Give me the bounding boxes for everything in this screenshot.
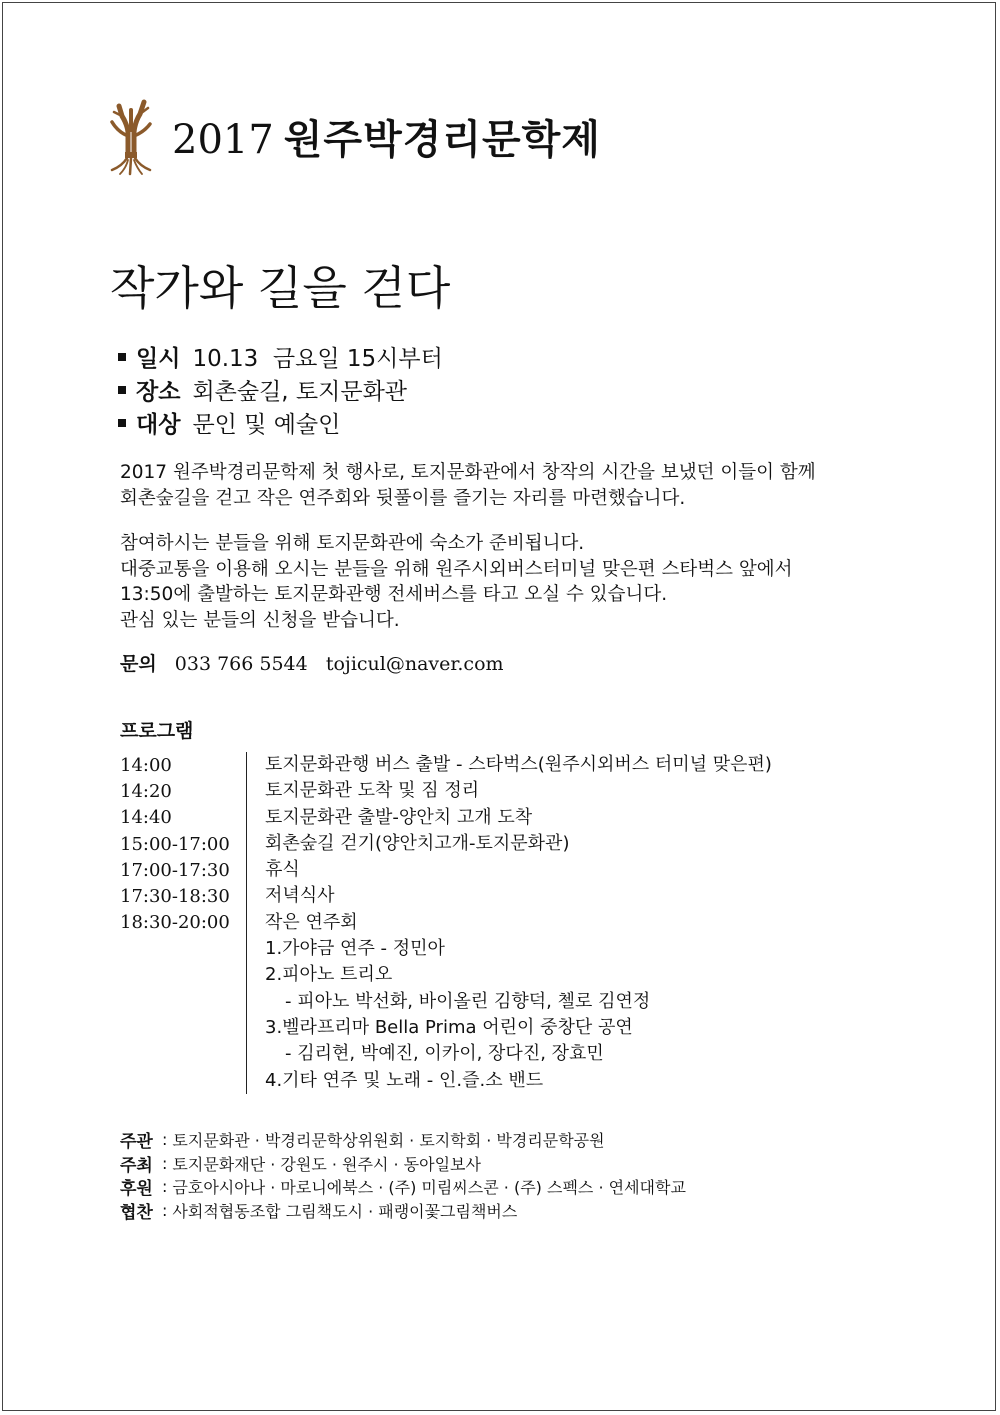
para-line: 회촌숲길을 걷고 작은 연주회와 뒷풀이를 즐기는 자리를 마련했습니다. (120, 487, 686, 509)
program-row (120, 1041, 772, 1067)
para-line: 대중교통을 이용해 오시는 분들을 위해 원주시외버스터미널 맞은편 스타벅스 앞에서 (120, 558, 793, 580)
main-title: 작가와 길을 걷다 (110, 261, 451, 315)
program-time: 14:20 (120, 780, 172, 802)
program-row (120, 805, 772, 831)
festival-title (172, 108, 601, 165)
credit-separator: : (156, 1153, 173, 1173)
program-desc: - 김리현, 박예진, 이카이, 장다진, 장효민 (246, 1041, 604, 1067)
info-row-place (118, 373, 443, 406)
program-row (120, 989, 772, 1015)
program-time: 18:30-20:00 (120, 912, 230, 934)
contact-phone: 033 766 5544 (174, 653, 308, 675)
para-line: 참여하시는 분들을 위해 토지문화관에 숙소가 준비됩니다. (120, 533, 585, 554)
program-desc: - 피아노 박선화, 바이올린 김향덕, 첼로 김연정 (246, 989, 650, 1015)
event-info (118, 340, 443, 439)
credit-row (120, 1175, 686, 1199)
program-row (120, 910, 772, 936)
credit-row (120, 1128, 686, 1152)
program-desc: 1.가야금 연주 - 정민아 (246, 936, 445, 962)
para-line: 13:50에 출발하는 토지문화관행 전세버스를 타고 오실 수 있습니다. (120, 584, 668, 605)
program-table (120, 752, 772, 1094)
festival-name: 원주박경리문학제 (283, 116, 601, 163)
program-desc: 회촌숲길 걷기(양안치고개-토지문화관) (246, 831, 569, 857)
contact-email[interactable]: tojicul@naver.com (325, 653, 504, 675)
program-desc: 토지문화관 출발-양안치 고개 도착 (246, 805, 532, 831)
program-desc: 휴식 (246, 857, 300, 883)
program-desc: 4.기타 연주 및 노래 - 인.즐.소 밴드 (246, 1068, 543, 1094)
festival-year: 2017 (172, 116, 274, 163)
program-row (120, 936, 772, 962)
para-line: 2017 원주박경리문학제 첫 행사로, 토지문화관에서 창작의 시간을 보냈던 이들이 함께 (120, 462, 816, 483)
credit-separator: : (156, 1130, 173, 1150)
info-value: 10.13 금요일 15시부터 (192, 346, 443, 372)
credit-separator: : (156, 1177, 173, 1197)
program-desc: 저녁식사 (246, 883, 335, 909)
credit-label: 협찬 (120, 1202, 153, 1223)
program-row (120, 1068, 772, 1094)
info-label: 일시 (136, 346, 181, 372)
program-desc: 토지문화관행 버스 출발 - 스타벅스(원주시외버스 터미널 맞은편) (246, 752, 772, 778)
program-row (120, 752, 772, 778)
program-heading: 프로그램 (120, 720, 194, 742)
contact-line (120, 649, 504, 676)
credit-value: 금호아시아나 · 마로니에북스 · (주) 미림씨스콘 · (주) 스펙스 · 연세대학교 (172, 1178, 686, 1198)
square-bullet-icon (118, 419, 126, 427)
program-desc: 2.피아노 트리오 (246, 962, 392, 988)
program-row (120, 778, 772, 804)
info-row-target (118, 406, 443, 439)
credits (120, 1128, 686, 1222)
credit-label: 주관 (120, 1132, 153, 1153)
info-row-date (118, 340, 443, 373)
program-row (120, 831, 772, 857)
square-bullet-icon (118, 353, 126, 361)
credit-row (120, 1199, 686, 1223)
program-time: 14:40 (120, 807, 172, 829)
credit-label: 주최 (120, 1155, 153, 1176)
square-bullet-icon (118, 386, 126, 394)
para-gap (120, 511, 900, 531)
program-row (120, 1015, 772, 1041)
program-time: 17:00-17:30 (120, 859, 230, 881)
program-desc: 3.벨라프리마 Bella Prima 어린이 중창단 공연 (246, 1015, 633, 1041)
program-time: 17:30-18:30 (120, 886, 230, 908)
description (120, 460, 900, 633)
program-row (120, 962, 772, 988)
tree-icon (104, 96, 158, 176)
program-time: 14:00 (120, 754, 172, 776)
program-row (120, 883, 772, 909)
para-line: 관심 있는 분들의 신청을 받습니다. (120, 609, 400, 631)
credit-value: 토지문화관 · 박경리문학상위원회 · 토지학회 · 박경리문학공원 (172, 1131, 605, 1151)
program-row (120, 857, 772, 883)
credit-value: 토지문화재단 · 강원도 · 원주시 · 동아일보사 (172, 1154, 481, 1174)
credit-separator: : (156, 1200, 173, 1220)
credit-value: 사회적협동조합 그림책도시 · 패랭이꽃그림책버스 (172, 1201, 518, 1221)
program-desc: 토지문화관 도착 및 짐 정리 (246, 778, 479, 804)
credit-label: 후원 (120, 1179, 153, 1200)
info-label: 대상 (136, 412, 181, 438)
festival-header (104, 96, 601, 176)
info-value: 문인 및 예술인 (192, 412, 341, 438)
info-label: 장소 (136, 379, 181, 405)
program-time: 15:00-17:00 (120, 833, 230, 855)
info-value: 회촌숲길, 토지문화관 (192, 379, 408, 405)
program-desc: 작은 연주회 (246, 910, 358, 936)
credit-row (120, 1152, 686, 1176)
contact-label: 문의 (120, 653, 157, 675)
